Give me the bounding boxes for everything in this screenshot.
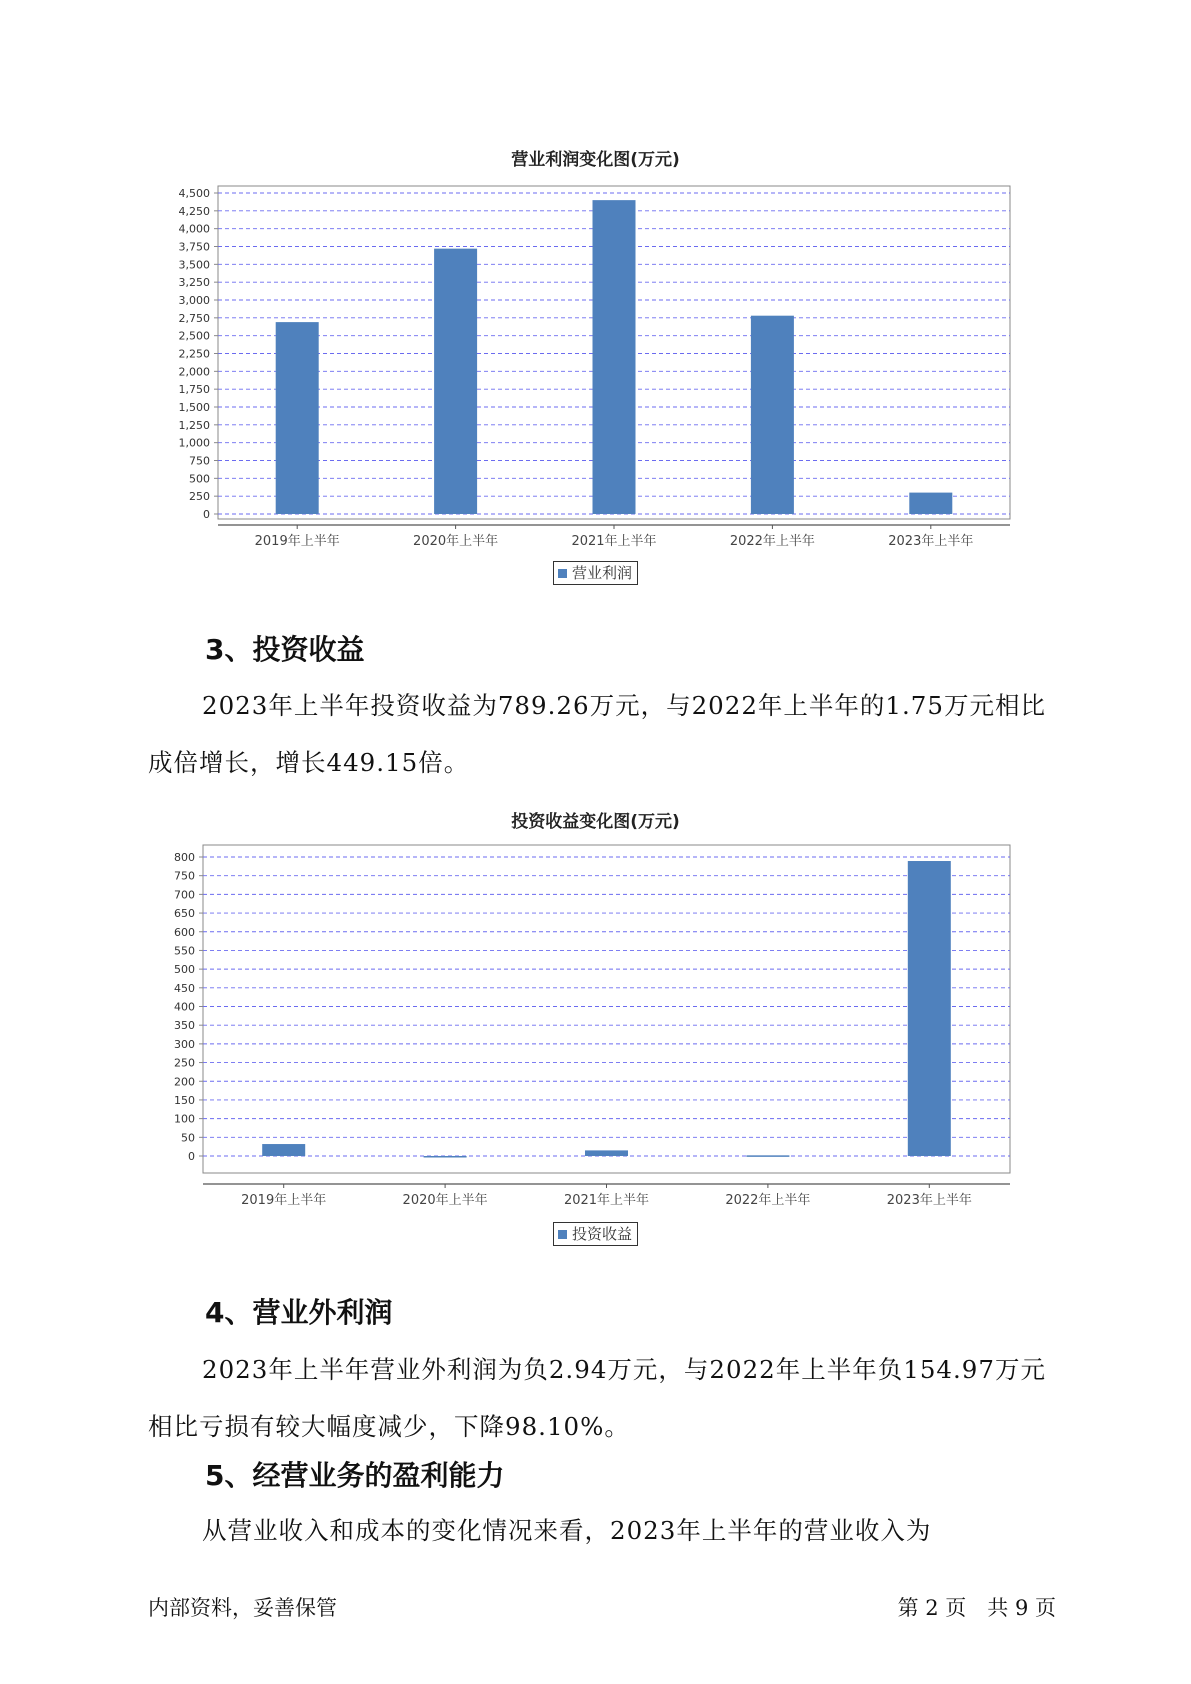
bar: [424, 1156, 467, 1158]
bar: [908, 861, 951, 1156]
section-4-heading: 4、营业外利润: [205, 1296, 393, 1329]
legend-swatch: [558, 1230, 567, 1239]
x-tick-label: 2019年上半年: [254, 534, 340, 549]
y-tick-label: 150: [174, 1093, 195, 1107]
x-tick-label: 2022年上半年: [729, 534, 815, 549]
x-tick-label: 2019年上半年: [241, 1193, 327, 1208]
x-tick-label: 2021年上半年: [571, 534, 657, 549]
x-tick-label: 2020年上半年: [402, 1193, 488, 1208]
chart-2-legend: [553, 1222, 638, 1246]
y-tick-label: 3,250: [178, 276, 210, 290]
x-tick-label: 2023年上半年: [888, 534, 974, 549]
section-5-paragraph: 从营业收入和成本的变化情况来看，2023年上半年的营业收入为: [202, 1516, 932, 1545]
chart-1-title: 营业利润变化图(万元): [511, 150, 680, 170]
footer-page-number: 第 2 页 共 9 页: [897, 1596, 1056, 1620]
y-tick-label: 550: [174, 944, 195, 958]
bar: [262, 1144, 305, 1156]
section-5-heading: 5、经营业务的盈利能力: [205, 1459, 505, 1492]
y-tick-label: 2,250: [178, 347, 210, 361]
y-tick-label: 4,250: [178, 204, 210, 218]
y-tick-label: 2,750: [178, 311, 210, 325]
y-tick-label: 1,250: [178, 418, 210, 432]
y-tick-label: 4,000: [178, 222, 210, 236]
y-tick-label: 400: [174, 1000, 195, 1014]
y-tick-label: 600: [174, 925, 195, 939]
chart-1-legend-label: 营业利润: [572, 564, 633, 582]
chart-2-title: 投资收益变化图(万元): [511, 812, 680, 832]
y-tick-label: 0: [188, 1150, 195, 1163]
y-tick-label: 1,750: [178, 383, 210, 397]
x-tick-label: 2022年上半年: [725, 1193, 811, 1208]
y-tick-label: 1,000: [178, 436, 210, 450]
section-3-paragraph: 2023年上半年投资收益为789.26万元，与2022年上半年的1.75万元相比成倍增长，增长449.15倍。: [148, 691, 1046, 777]
footer-confidential-note: 内部资料，妥善保管: [148, 1596, 337, 1620]
x-tick-label: 2020年上半年: [413, 534, 499, 549]
y-tick-label: 100: [174, 1112, 195, 1126]
y-tick-label: 3,500: [178, 258, 210, 272]
bar: [746, 1155, 789, 1157]
y-tick-label: 750: [174, 869, 195, 883]
y-tick-label: 2,500: [178, 329, 210, 343]
y-tick-label: 800: [174, 851, 195, 864]
y-tick-label: 200: [174, 1075, 195, 1089]
y-tick-label: 700: [174, 888, 195, 902]
y-tick-label: 250: [189, 490, 210, 504]
y-tick-label: 300: [174, 1037, 195, 1051]
section-4-paragraph: 2023年上半年营业外利润为负2.94万元，与2022年上半年负154.97万元相比亏损有较大幅度减少，下降98.10%。: [148, 1355, 1046, 1441]
y-tick-label: 3,000: [178, 294, 210, 307]
x-tick-label: 2021年上半年: [563, 1193, 650, 1208]
y-tick-label: 2,000: [178, 365, 210, 379]
y-tick-label: 650: [174, 907, 195, 921]
y-tick-label: 450: [174, 981, 195, 995]
y-tick-label: 250: [174, 1056, 195, 1070]
y-tick-label: 750: [189, 454, 210, 468]
y-tick-label: 500: [189, 472, 210, 486]
bar: [585, 1150, 628, 1156]
section-3-heading: 3、投资收益: [205, 633, 365, 666]
y-tick-label: 0: [203, 508, 210, 521]
y-tick-label: 3,750: [178, 240, 210, 254]
y-tick-label: 4,500: [178, 187, 210, 200]
x-tick-label: 2023年上半年: [886, 1193, 972, 1208]
chart-2-legend-label: 投资收益: [572, 1225, 633, 1243]
y-tick-label: 500: [174, 963, 195, 977]
y-tick-label: 350: [174, 1019, 195, 1033]
y-tick-label: 1,500: [178, 401, 210, 414]
y-tick-label: 50: [181, 1131, 195, 1145]
